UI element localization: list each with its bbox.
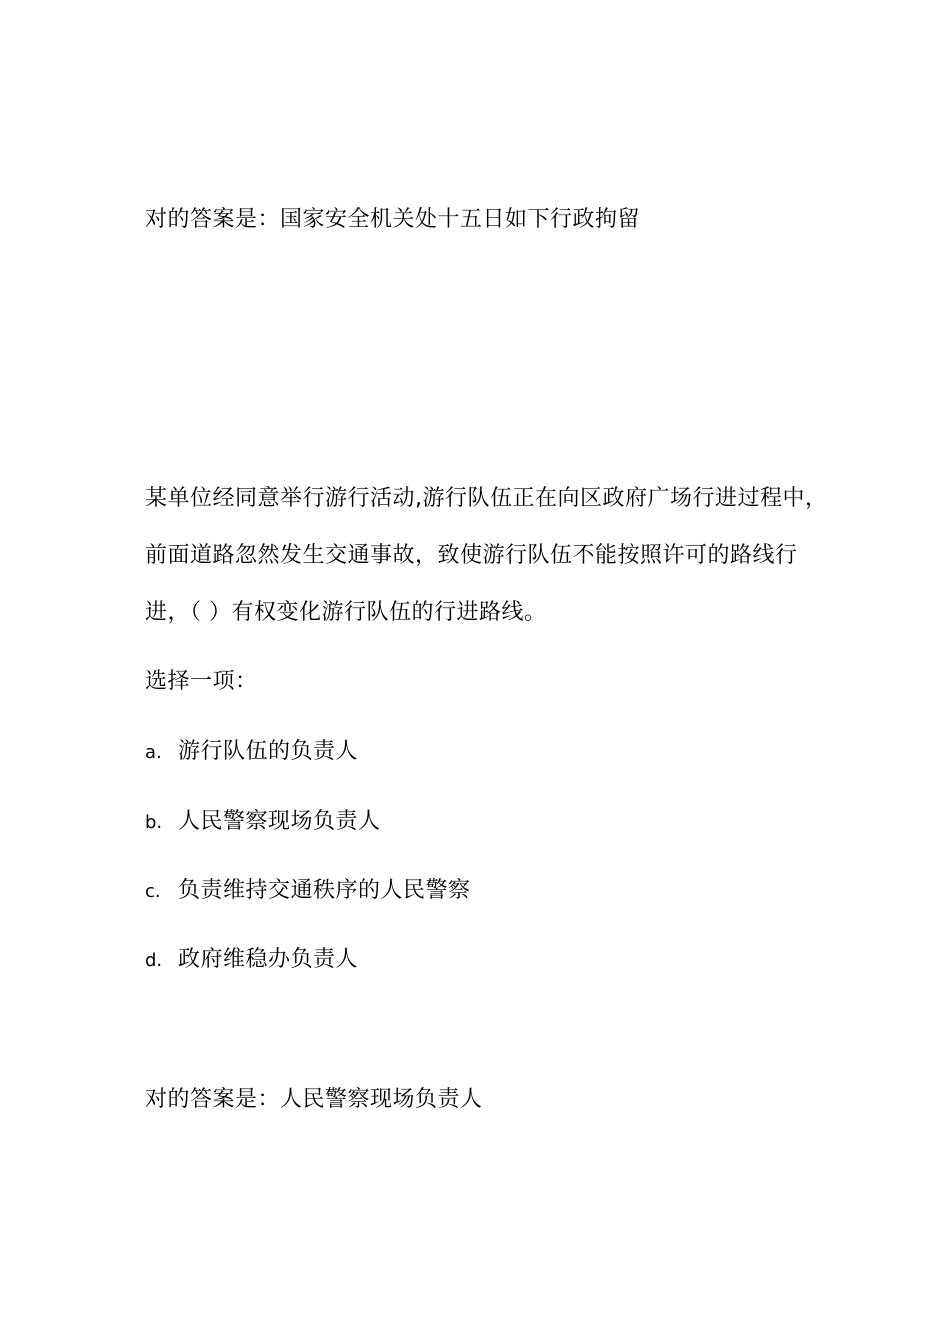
previous-answer: 对的答案是：国家安全机关处十五日如下行政拘留 — [145, 207, 641, 232]
option-letter: b. — [145, 812, 163, 833]
option-c[interactable] — [145, 876, 471, 907]
question-line-1: 某单位经同意举行游行活动,游行队伍正在向区政府广场行进过程中， — [145, 486, 828, 511]
option-d[interactable] — [145, 945, 358, 976]
option-letter: c. — [145, 881, 161, 902]
question-line-3: 进，（ ）有权变化游行队伍的行进路线。 — [145, 600, 547, 625]
option-text: 游行队伍的负责人 — [178, 739, 359, 764]
option-letter: a. — [145, 742, 162, 763]
option-text: 人民警察现场负责人 — [178, 809, 381, 834]
option-text: 负责维持交通秩序的人民警察 — [178, 878, 471, 903]
question-line-2: 前面道路忽然发生交通事故，致使游行队伍不能按照许可的路线行 — [145, 543, 798, 568]
option-letter: d. — [145, 950, 163, 971]
correct-answer: 对的答案是：人民警察现场负责人 — [145, 1087, 483, 1112]
option-text: 政府维稳办负责人 — [178, 947, 359, 972]
choice-prompt: 选择一项： — [145, 669, 258, 694]
option-a[interactable] — [145, 737, 358, 768]
option-b[interactable] — [145, 807, 381, 838]
